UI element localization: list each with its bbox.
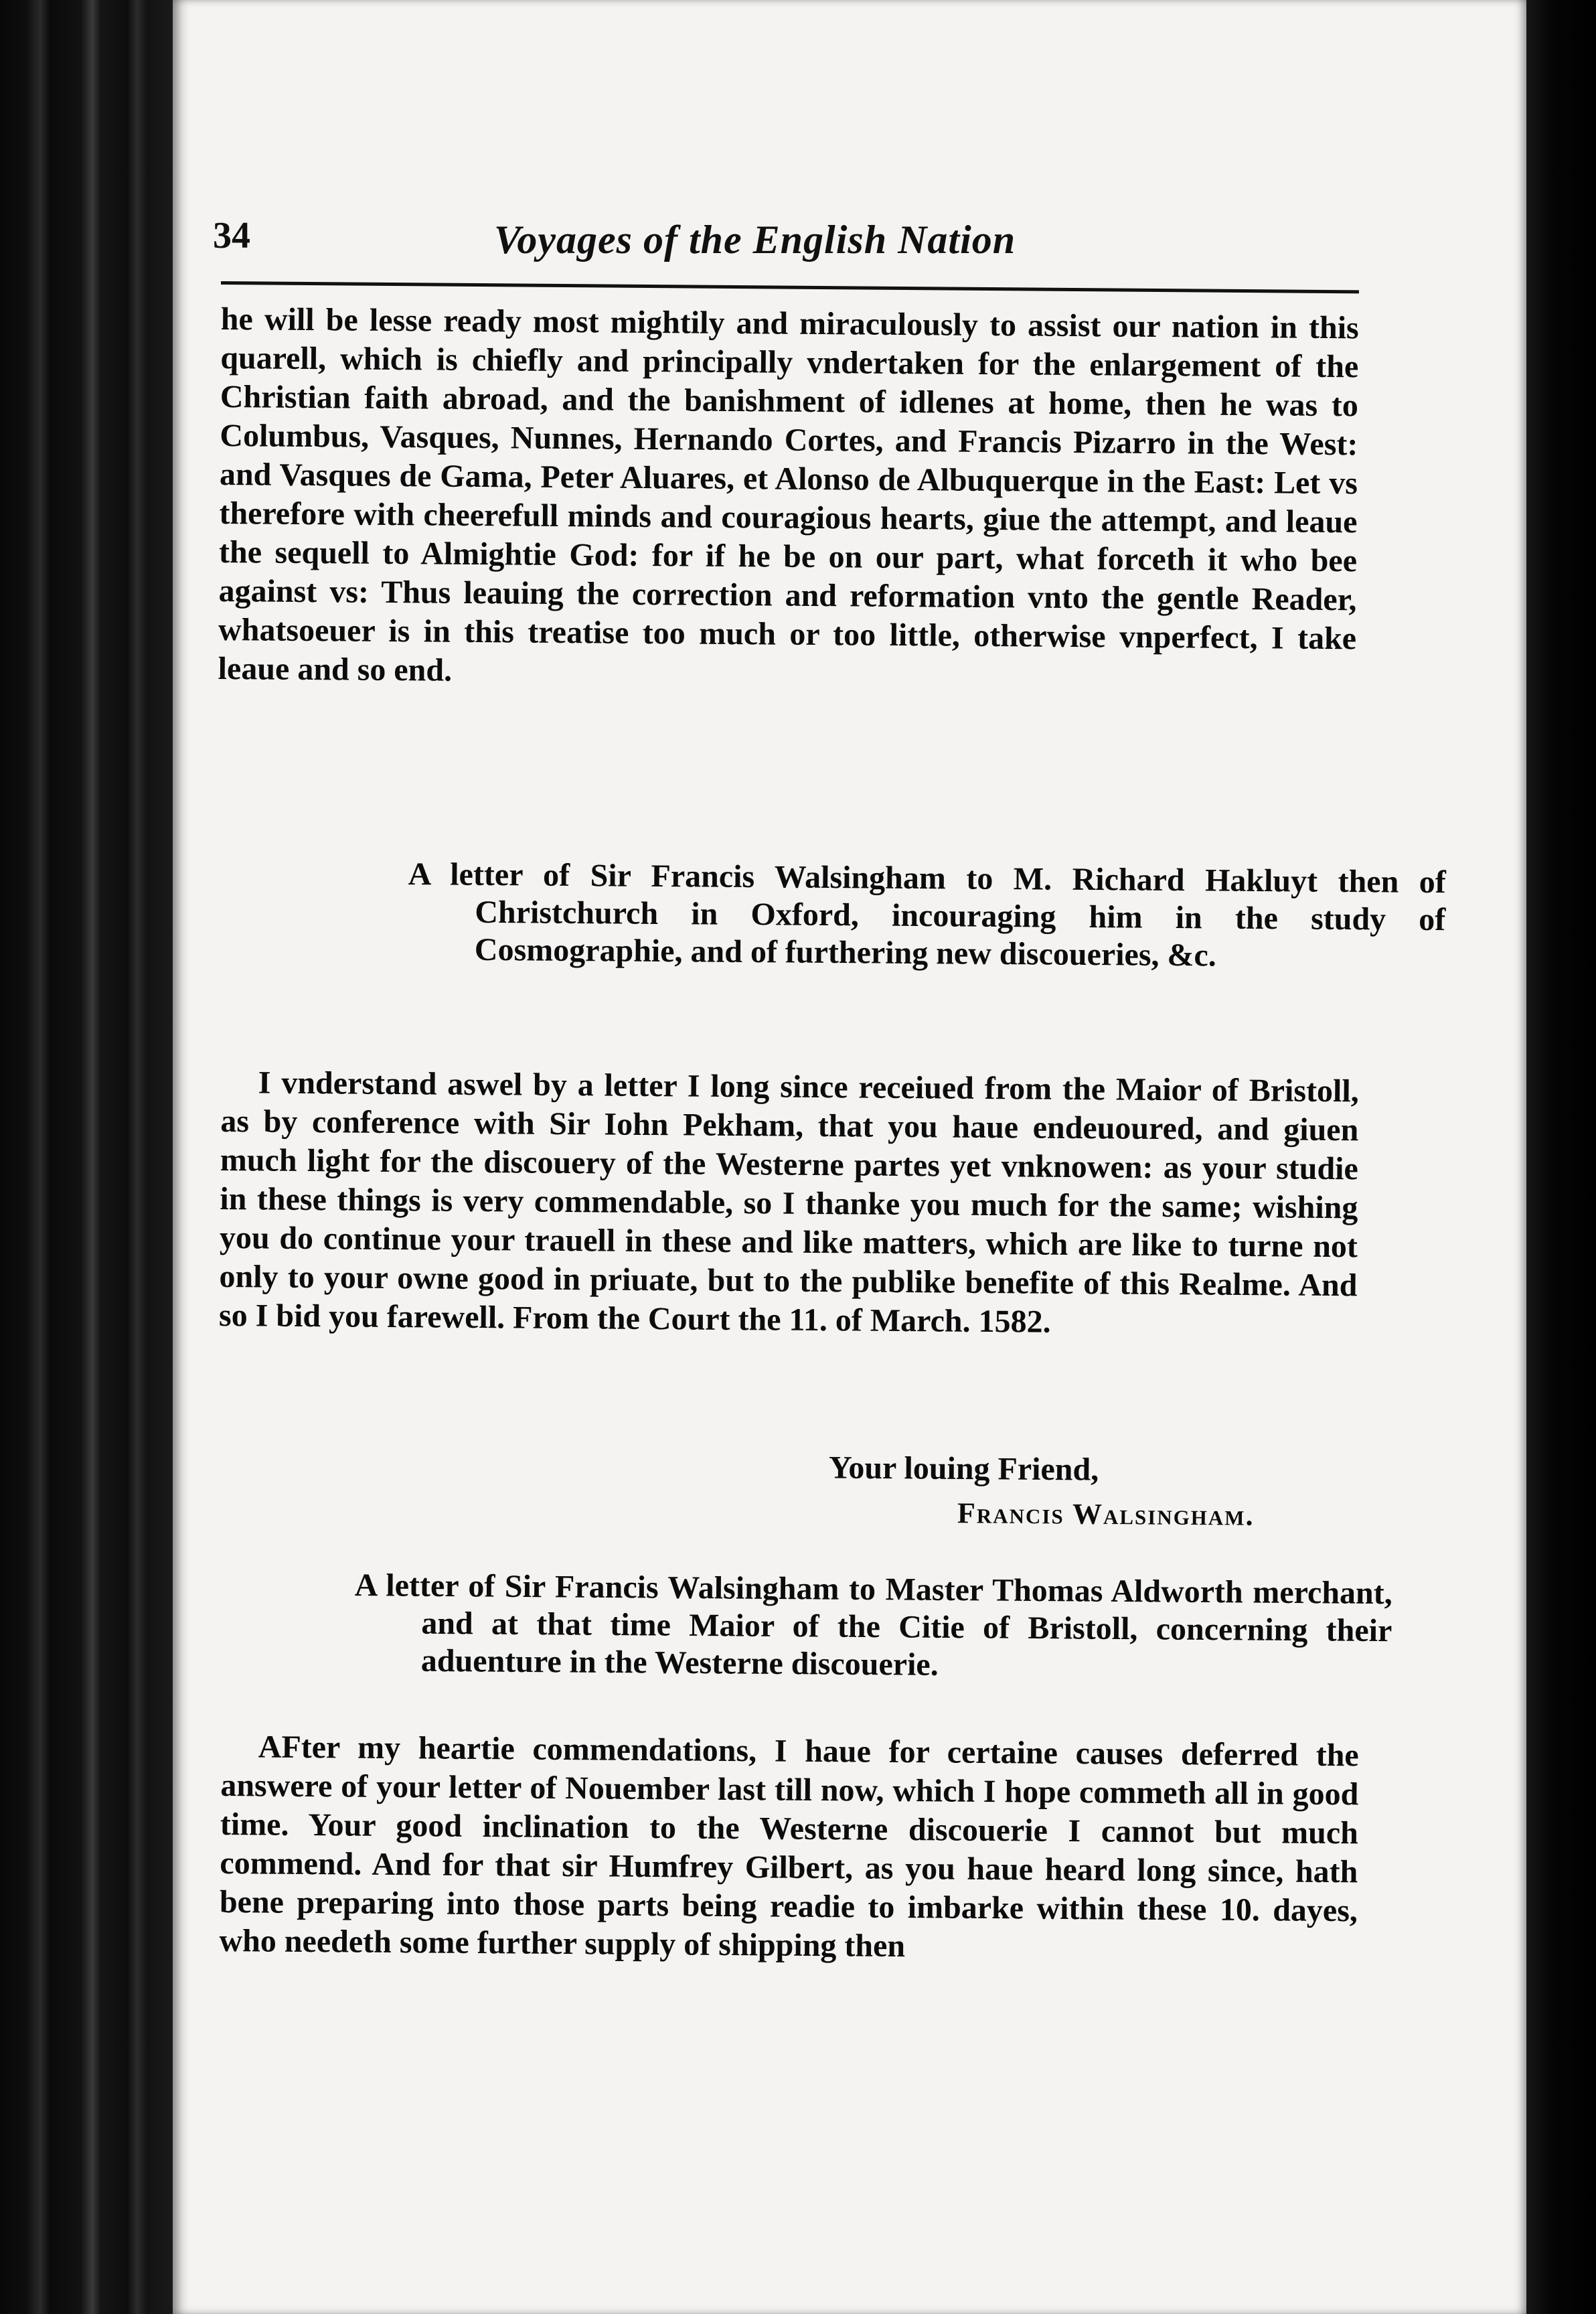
body-text-top: [218, 300, 1359, 697]
page-header: [213, 214, 1137, 275]
paragraph: I vnderstand aswel by a letter I long since receiued from the Maior of Bristoll, as by conference with Sir Iohn Pekham, that you haue endeuoured, and giuen much light for the discouery of the Westerne partes yet vnknowen: as your studie in these things is very commendable, so I thanke you much for the same; wishing you do continue your trauell in these and like matters, which are like to turne not only to your owne good in priuate, but to the publike benefite of this Realme. And so I bid you farewell. From the Court the 11. of March. 1582.: [218, 1065, 1359, 1340]
letter-heading-1: A letter of Sir Francis Walsingham to M. Richard Hakluyt then of Christchurch in Oxford, incouraging him in the study of Cosmographie, and of furthering new discoueries, &c.: [408, 856, 1446, 974]
letter-heading-2: A letter of Sir Francis Walsingham to Master Thomas Aldworth merchant, and at that time Maior of the Citie of Bristoll, concerning their aduenture in the Westerne discouerie.: [354, 1567, 1392, 1683]
letter-body-2: [219, 1727, 1359, 1969]
book-gutter: [0, 0, 179, 2314]
page-number: 34: [213, 215, 250, 256]
letter-body-1: [219, 1063, 1359, 1344]
paragraph: AFter my heartie commendations, I haue for certaine causes deferred the answere of your letter of Nouember last till now, which I hope commeth all in good time. Your good inclination to the Westerne discouerie I cannot but much commend. And for that sir Humfrey Gilbert, as you haue heard long since, hath bene preparing into those parts being readie to imbarke within these 10. dayes, who needeth some further supply of shipping then: [219, 1729, 1359, 1964]
paragraph: he will be lesse ready most mightily and miraculously to assist our nation in this quarell, which is chiefly and principally vndertaken for the enlargement of the Christian faith abroad, and the banishment of idlenes at home, then he was to Columbus, Vasques, Nunnes, Hernando Cortes, and Francis Pizarro in the West: and Vasques de Gama, Peter Aluares, et Alonso de Albuquerque in the East: Let vs therefore with cheerefull minds and couragious hearts, giue the attempt, and leaue the sequell to Almightie God: for if he be on our part, what forceth it who bee against vs: Thus leauing the correction and reformation vnto the gentle Reader, whatsoeuer is in this treatise too much or too little, otherwise vnperfect, I take leaue and so end.: [218, 301, 1359, 688]
letter-closing: Your louing Friend,: [828, 1450, 1099, 1488]
running-title: Voyages of the English Nation: [494, 218, 1016, 262]
scan-edge: [1522, 0, 1596, 2314]
letter-signature: Francis Walsingham.: [957, 1496, 1255, 1532]
